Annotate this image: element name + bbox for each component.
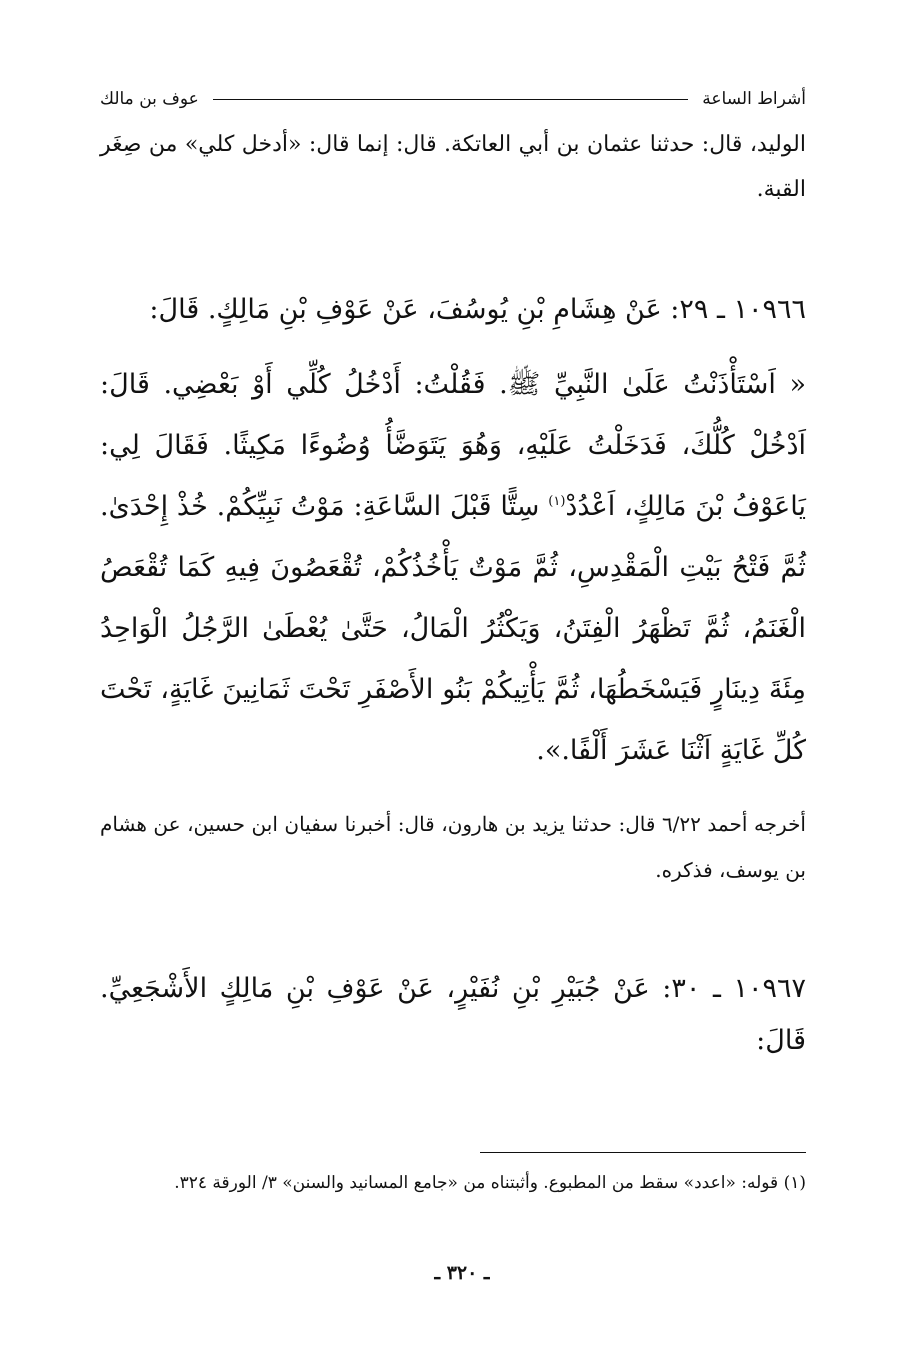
header-rule [213, 99, 688, 100]
section-title: عوف بن مالك [100, 89, 199, 109]
intro-paragraph: الوليد، قال: حدثنا عثمان بن أبي العاتكة. قال: إنما قال: «أدخل كلي» من صِغَر القبة. [100, 132, 806, 202]
book-title: أشراط الساعة [702, 89, 806, 109]
footnote-rule [480, 1152, 806, 1153]
hadith-1-heading: ١٠٩٦٦ ـ ٢٩: عَنْ هِشَامِ بْنِ يُوسُفَ، عَنْ عَوْفِ بْنِ مَالِكٍ. قَالَ: [149, 294, 806, 325]
hadith-1-text [100, 354, 806, 781]
hadith-1-takhrij: أخرجه أحمد ٦/٢٢ قال: حدثنا يزيد بن هارون، قال: أخبرنا سفيان ابن حسين، عن هشام بن يوسف، فذكره. [100, 812, 806, 882]
running-header [100, 82, 806, 116]
page-number: ـ ٣٢٠ ـ [434, 1262, 490, 1284]
hadith-2-heading: ١٠٩٦٧ ـ ٣٠: عَنْ جُبَيْرِ بْنِ نُفَيْرٍ، عَنْ عَوْفِ بْنِ مَالِكٍ الأَشْجَعِيِّ. قَالَ: [100, 973, 806, 1056]
hadith-1-text-part-1: « اَسْتَأْذَنْتُ عَلَىٰ النَّبِيِّ ﷺ. فَقُلْتُ: أَدْخُلُ كُلِّي أَوْ بَعْضِي. قَالَ: اَدْخُلْ كُلُّكَ، فَدَخَلْتُ عَلَيْهِ، وَهُوَ يَتَوَضَّأُ وُضُوءًا مَكِيثًا. فَقَالَ لِي: يَاعَوْفُ بْنَ مَالِكٍ، اَعْدُدْ [100, 369, 807, 522]
footnote: (١) قوله: «اعدد» سقط من المطبوع. وأثبتناه من «جامع المسانيد والسنن» ٣/ الورقة ٣٢٤. [174, 1173, 806, 1193]
footnote-marker: (١) [548, 494, 566, 509]
hadith-1-text-part-2: سِتًّا قَبْلَ السَّاعَةِ: مَوْتُ نَبِيِّكُمْ. خُذْ إِحْدَىٰ. ثُمَّ فَتْحُ بَيْتِ الْمَقْدِسِ، ثُمَّ مَوْتٌ يَأْخُذُكُمْ، تُقْعَصُونَ فِيهِ كَمَا تُقْعَصُ الْغَنَمُ، ثُمَّ تَظْهَرُ الْفِتَنُ، وَيَكْثُرُ الْمَالُ، حَتَّىٰ يُعْطَىٰ الرَّجُلُ الْوَاحِدُ مِئَةَ دِينَارٍ فَيَسْخَطُهَا، ثُمَّ يَأْتِيكُمْ بَنُو الأَصْفَرِ تَحْتَ ثَمَانِينَ غَايَةٍ، تَحْتَ كُلِّ غَايَةٍ اَثْنَا عَشَرَ أَلْفًا.». [100, 491, 806, 766]
page-text-block [100, 82, 806, 1067]
